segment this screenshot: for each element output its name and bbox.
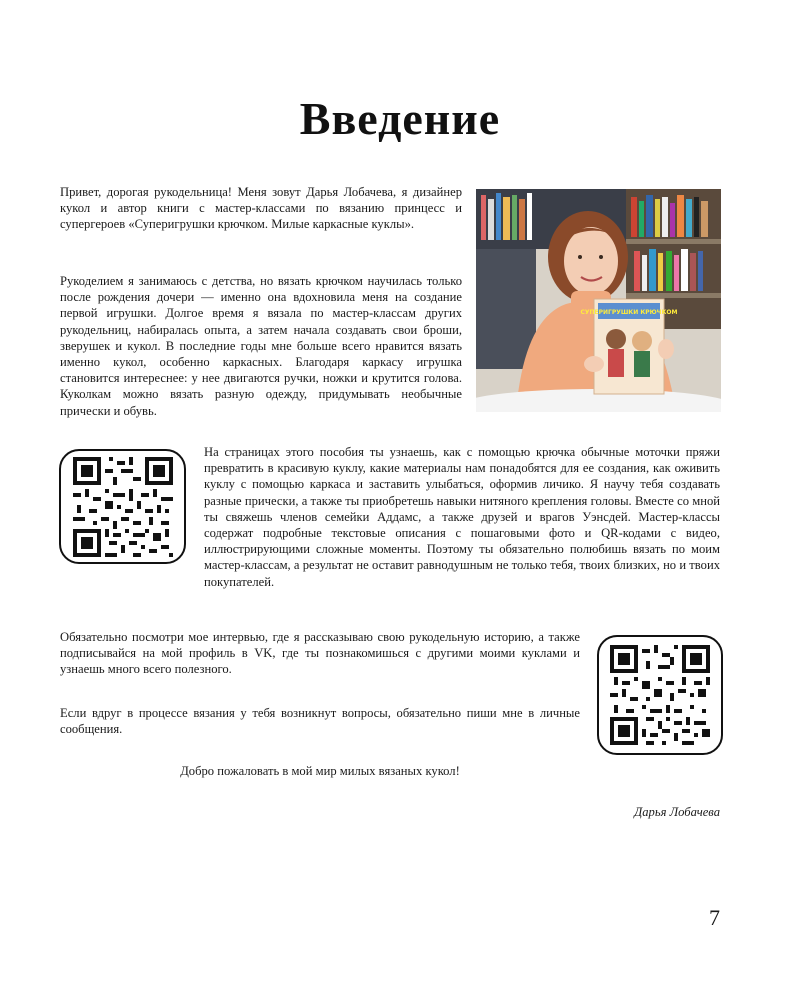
author-signature: Дарья Лобачева (634, 805, 720, 819)
book-contents-paragraph: На страницах этого пособия ты узнаешь, как с помощью крючка обычные моточки пряжи превратить в красивую куклу, какие материалы нам понадобятся для ее создания, как оживить куклу с помощью каркаса и заставить улыбаться, оформив личико. Я научу тебя создавать разные прически, а также ты приобретешь навыки нитяного крепления головы. Вместе со мной ты свяжешь членов семейки Аддамс, а также друзей и врагов Уэнсдей. Мастер-классы содержат подробные текстовые описания с пошаговыми фото и QR-кодами с видео, иллюстрирующими сложные моменты. Поэтому ты обязательно полюбишь вязать по моим мастер-классам, а результат не оставит равнодушным не только тебя, твоих близких, но и твоих покупателей. (204, 445, 720, 589)
author-photo (476, 189, 721, 412)
qr-code-icon (610, 645, 710, 745)
qr-code-vk-profile[interactable] (597, 635, 723, 755)
page-number: 7 (709, 905, 720, 930)
welcome-line: Добро пожаловать в мой мир милых вязаных кукол! (180, 764, 460, 778)
page-title (0, 84, 800, 154)
interview-paragraph: Обязательно посмотри мое интервью, где я рассказываю свою рукодельную историю, а также подписывайся на мой профиль в VK, где ты познакомишься с другими моими куклами и узнаешь много всего полезного. (60, 630, 580, 677)
history-paragraph: Рукоделием я занимаюсь с детства, но вязать крючком научилась только после рождения дочери — именно она вдохновила меня на создание первой игрушки. Долгое время я вязала по мастер-классам других рукодельниц, набиралась опыта, а затем начала создавать свои броши, зверушек и кукол. В последние годы мне больше всего нравится вязать именно кукол, особенно каркасных. Благодаря каркасу игрушка становится интереснее: у нее двигаются ручки, ножки и крутится голова. Куколкам можно вязать разную одежду, придумывать необычные прически и обувь. (60, 274, 462, 418)
qr-code-icon (73, 457, 173, 557)
questions-paragraph: Если вдруг в процессе вязания у тебя возникнут вопросы, обязательно пиши мне в личные сообщения. (60, 706, 580, 737)
title-lettering (300, 84, 500, 154)
intro-paragraph: Привет, дорогая рукодельница! Меня зовут Дарья Лобачева, я дизайнер кукол и автор книги с мастер-классами по вязанию принцесс и супергероев «Суперигрушки крючком. Милые каркасные куклы». (60, 185, 462, 232)
svg-text:Введение: Введение (300, 93, 500, 144)
svg-text:СУПЕРИГРУШКИ КРЮЧКОМ: СУПЕРИГРУШКИ КРЮЧКОМ (580, 309, 678, 316)
qr-code-video[interactable] (59, 449, 186, 564)
